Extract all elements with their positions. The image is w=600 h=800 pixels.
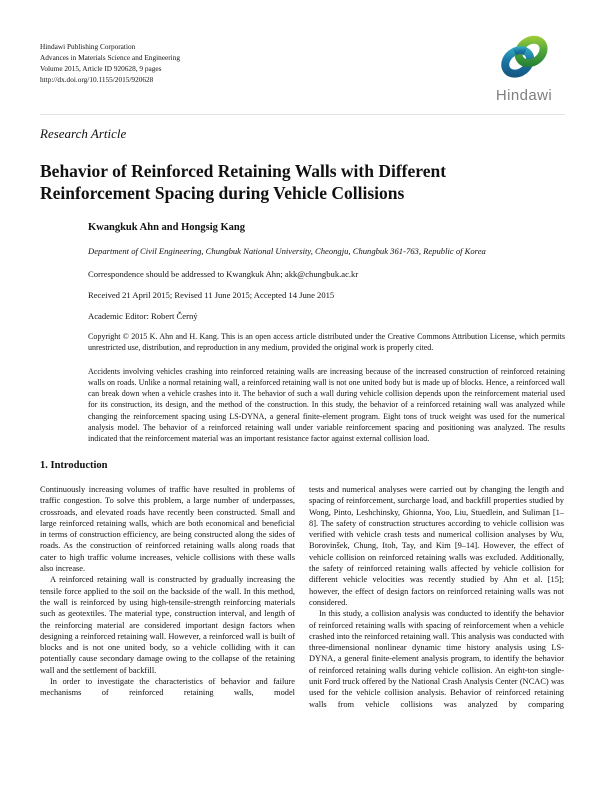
copyright-text: Copyright © 2015 K. Ahn and H. Kang. This is an open access article distributed under the Creative Commons Attribution License, which permits unrestricted use, distribution, and reproduction in any medium, provided the original work is properly cited. <box>88 332 565 352</box>
hindawi-wordmark: Hindawi <box>495 87 553 104</box>
volume-line: Volume 2015, Article ID 920628, 9 pages <box>40 64 162 73</box>
article-type-label: Research Article <box>40 126 127 141</box>
publisher-info <box>40 41 180 85</box>
article-title: Behavior of Reinforced Retaining Walls with Different Reinforcement Spacing during Vehicle Collisions <box>40 160 447 204</box>
publisher-name: Hindawi Publishing Corporation <box>40 42 136 51</box>
history-dates-line: Received 21 April 2015; Revised 11 June 2015; Accepted 14 June 2015 <box>88 290 335 300</box>
journal-name: Advances in Materials Science and Engineering <box>40 53 181 62</box>
hindawi-logo <box>478 28 570 104</box>
intro-left-column <box>40 484 295 710</box>
body-paragraph: tests and numerical analyses were carried out by changing the length and spacing of reinforcement, surcharge load, and backfill properties studied by Wong, Pinto, Leshchinsky, Ghionna, Yoo, Liu, Stuedlein, and Suliman [1–8]. The safety of construction structures according to vehicle collision was verified with vehicle crash tests and numerical collision analyses by Wu, Borovinšek, Chung, Itoh, Tay, and Kim [9–14]. However, the effect of vehicle collision on reinforced retaining walls was excluded. Additionally, the safety of reinforced retaining walls affected by vehicle collision for different vehicle velocities was recently studied by Ahn et al. [15]; however, the effect of design factors on reinforced retaining walls was not considered. <box>309 485 564 607</box>
doi-link[interactable]: http://dx.doi.org/10.1155/2015/920628 <box>40 75 154 84</box>
body-paragraph: Continuously increasing volumes of traffic have resulted in problems of traffic congestion. To solve this problem, a large number of underpasses, crossroads, and elevated roads have recently been constructed. Small and large reinforced retaining walls, which are both economical and beneficial in terms of construction efficiency, are being constructed along the sides of roads. As the construction of reinforced retaining walls along roads that cater to high traffic volume increases, vehicle collisions with these walls also increase. <box>40 485 295 574</box>
abstract-text: Accidents involving vehicles crashing into reinforced retaining walls are increasing because of the increased construction of reinforced retaining walls on roads. Unlike a normal retaining wall, a reinforced retaining wall is not one united body but is made up of blocks. Hence, a reinforced wall can break down when a vehicle crashes into it. The behavior of such a wall during vehicle collision depends upon the reinforcement material used for its construction, its design, and the method of the construction. In this study, the behavior of a reinforced retaining wall was analyzed while changing the reinforcement spacing using LS-DYNA, a general finite-element program. Eight tons of truck weight was used for the numerical analysis model. The behavior of a reinforced retaining wall under variable reinforcement spacing and positioning was analyzed. The results indicated that the reinforcement material was an important resistance factor against external collision load. <box>88 366 565 444</box>
header-divider <box>40 114 565 115</box>
hindawi-rings-icon <box>491 28 557 86</box>
academic-editor-line: Academic Editor: Robert Černý <box>88 311 198 321</box>
affiliation-line: Department of Civil Engineering, Chungbuk National University, Cheongju, Chungbuk 361-763, Republic of Korea <box>88 246 486 256</box>
body-paragraph: In order to investigate the characteristics of behavior and failure mechanisms of reinforced retaining walls, model <box>40 677 295 698</box>
body-paragraph: A reinforced retaining wall is constructed by gradually increasing the tensile force applied to the soil on the backside of the wall. In this method, the wall is reinforced by using high-tensile-strength reinforcing materials such as geotextiles. The material type, construction interval, and length of the reinforcing material are considered important design factors when designing a reinforced retaining wall. However, a reinforced wall is built of blocks and is not one united body, so a vehicle colliding with it can potentially cause secondary damage owing to the collapse of the retaining wall and the settlement of backfill. <box>40 575 295 675</box>
correspondence-line: Correspondence should be addressed to Kwangkuk Ahn; akk@chungbuk.ac.kr <box>88 269 359 279</box>
authors-line: Kwangkuk Ahn and Hongsig Kang <box>88 222 245 233</box>
intro-right-column <box>309 484 564 710</box>
article-meta <box>88 222 565 445</box>
body-columns <box>40 484 565 710</box>
section-heading-introduction: 1. Introduction <box>40 460 108 471</box>
body-paragraph: In this study, a collision analysis was conducted to identify the behavior of reinforced retaining walls with spacing of reinforcement when a vehicle crashed into the reinforced retaining wall. This analysis was conducted with three-dimensional nonlinear dynamic time history analysis using LS-DYNA, a general finite-element analysis program, to identify the behavior of reinforced retaining walls during vehicle collision. An eight-ton single-unit Ford truck offered by the National Crash Analysis Center (NCAC) was used for the vehicle collision analysis. Behavior of reinforced retaining walls from vehicle collisions was analyzed by comparing <box>309 609 564 709</box>
